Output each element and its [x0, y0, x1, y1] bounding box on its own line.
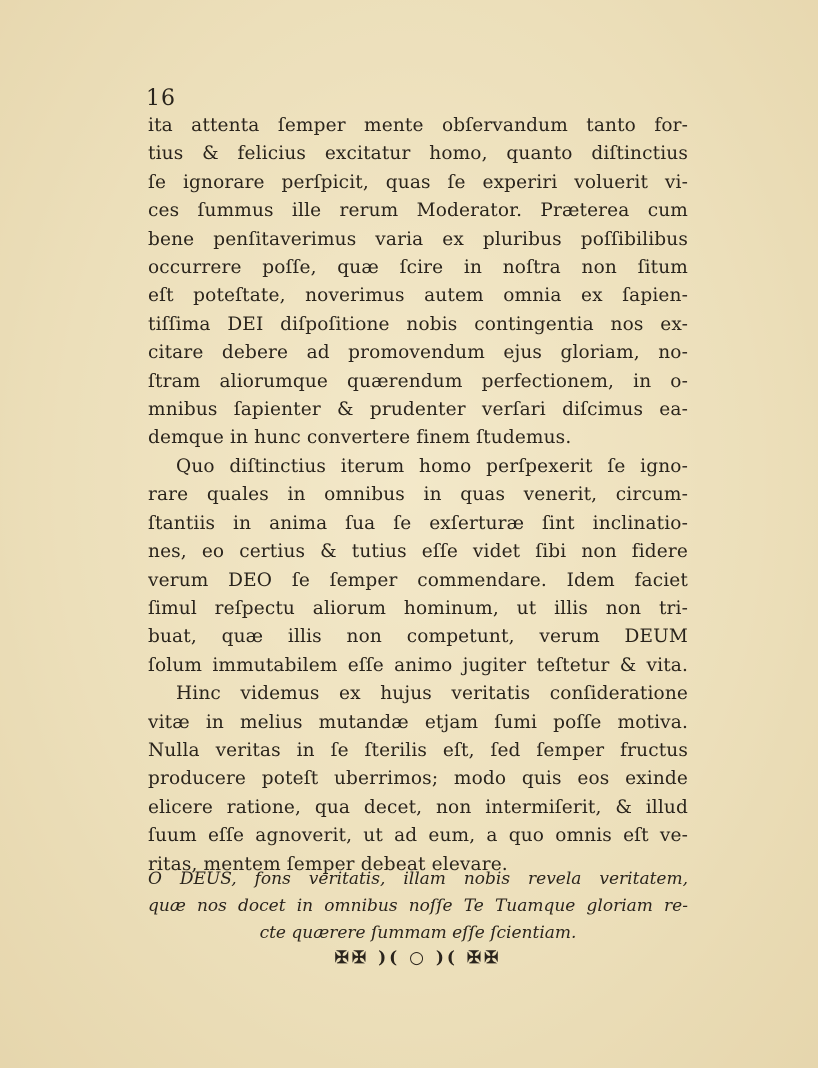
text-line: citare debere ad promovendum ejus gloriam, no-	[148, 342, 688, 364]
text-line: buat, quæ illis non competunt, verum DEUM	[148, 626, 688, 648]
prayer-line: O DEUS, fons veritatis, illam nobis revela veritatem,	[148, 869, 688, 889]
text-line: verum DEO ſe ſemper commendare. Idem faciet	[148, 569, 688, 591]
prayer-line: cte quærere ſummam eſſe ſcientiam.	[259, 923, 577, 943]
page-number: 16	[146, 86, 176, 111]
text-line: demque in hunc convertere finem ſtudemus.	[148, 427, 572, 449]
text-line: tiſſima DEI diſpoſitione nobis contingentia nos ex-	[148, 313, 688, 335]
text-line: mnibus ſapienter & prudenter verſari diſcimus ea-	[148, 399, 688, 421]
text-line: Quo diſtinctius iterum homo perſpexerit ſe igno-	[176, 455, 688, 477]
text-line: ita attenta ſemper mente obſervandum tanto for-	[148, 115, 688, 136]
closing-prayer	[148, 866, 688, 947]
text-line: rare quales in omnibus in quas venerit, circum-	[148, 484, 688, 506]
text-line: ſolum immutabilem eſſe animo jugiter teſtetur & vita.	[148, 654, 688, 676]
text-line: ſtantiis in anima ſua ſe exſerturæ ſint inclinatio-	[148, 512, 688, 534]
text-line: ſe ignorare perſpicit, quas ſe experiri voluerit vi-	[148, 171, 688, 193]
text-line: Hinc videmus ex hujus veritatis conſideratione	[176, 683, 688, 705]
text-line: eſt poteſtate, noverimus autem omnia ex ſapien-	[148, 285, 688, 307]
text-line: occurrere poſſe, quæ ſcire in noſtra non ſitum	[148, 257, 688, 279]
prayer-line: quæ nos docet in omnibus noſſe Te Tuamque gloriam re-	[148, 896, 688, 916]
text-line: ces ſummus ille rerum Moderator. Præterea cum	[148, 200, 688, 222]
text-line: bene penſitaverimus varia ex pluribus poſſibilibus	[148, 228, 688, 250]
text-line: producere poteſt uberrimos; modo quis eos exinde	[148, 768, 688, 790]
text-line: ſimul reſpectu aliorum hominum, ut illis non tri-	[148, 597, 688, 619]
text-line: tius & felicius excitatur homo, quanto diſtinctius	[148, 143, 688, 165]
text-line: Nulla veritas in ſe ſterilis eſt, ſed ſemper fructus	[148, 739, 688, 761]
body-text	[148, 112, 688, 879]
text-line: vitæ in melius mutandæ etjam ſumi poſſe motiva.	[148, 711, 688, 733]
text-line: nes, eo certius & tutius eſſe videt ſibi non fidere	[148, 541, 688, 563]
text-line: ſuum eſſe agnoverit, ut ad eum, a quo omnis eſt ve-	[148, 825, 688, 847]
printers-ornament: ✠✠ )( ○ )( ✠✠	[334, 948, 502, 968]
text-line: elicere ratione, qua decet, non intermiſerit, & illud	[148, 796, 688, 818]
text-line: ritas, mentem ſemper debeat elevare.	[148, 853, 508, 875]
text-line: ſtram aliorumque quærendum perfectionem, in o-	[148, 370, 688, 392]
